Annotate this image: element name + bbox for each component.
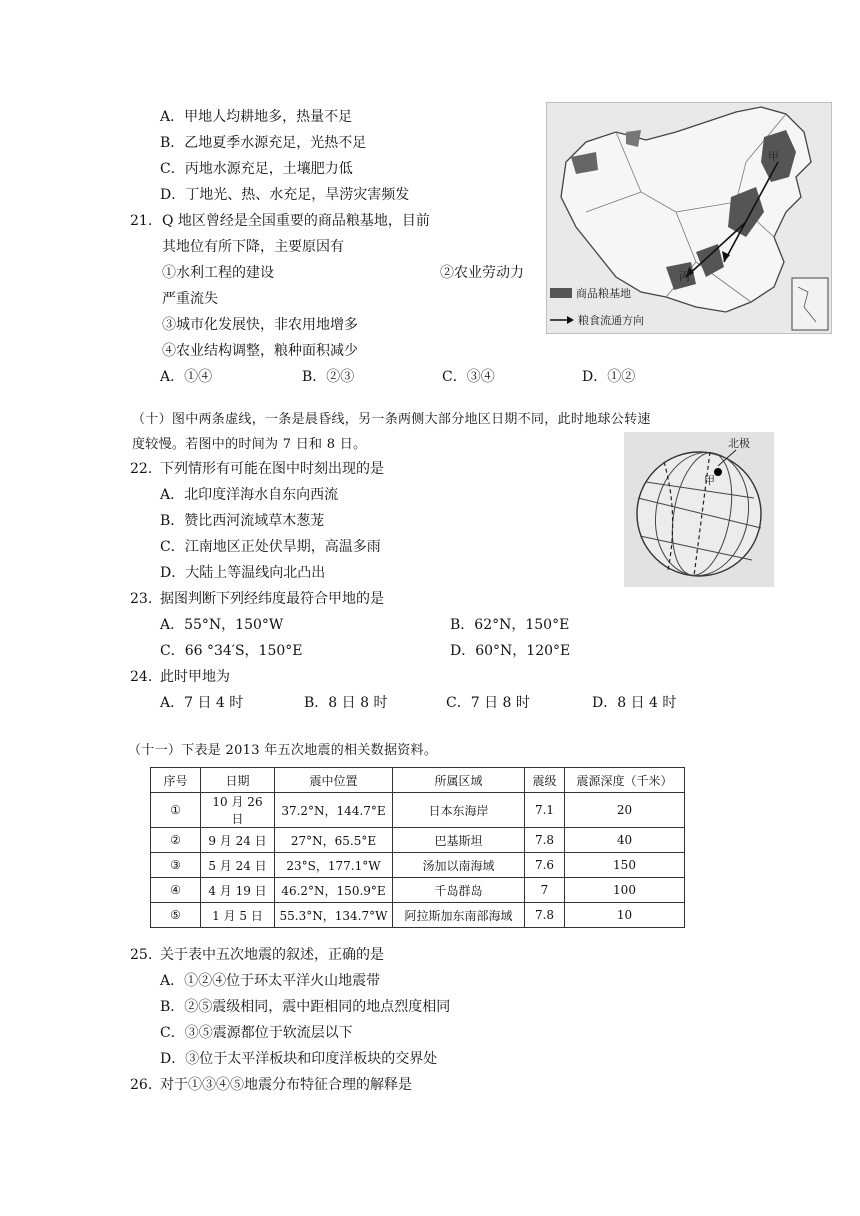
col-header-region: 所属区域 xyxy=(393,768,525,793)
q24-option-c: C．7 日 8 时 xyxy=(446,695,530,711)
cell-magnitude: 7.6 xyxy=(525,853,565,878)
q24-stem: 此时甲地为 xyxy=(160,669,230,685)
q23-option-a: A．55°N，150°W xyxy=(160,617,284,633)
q22-option-d: D．大陆上等温线向北凸出 xyxy=(160,565,326,581)
section10-intro-line1: （十）图中两条虚线，一条是晨昏线，另一条两侧大部分地区日期不同，此时地球公转速 xyxy=(132,412,651,427)
col-header-date: 日期 xyxy=(201,768,275,793)
q21-stem-line1: Q 地区曾经是全国重要的商品粮基地，目前 xyxy=(162,213,430,229)
cell-region: 千岛群岛 xyxy=(393,878,525,903)
table-row xyxy=(151,793,685,828)
cell-index: ① xyxy=(151,793,201,828)
q20-option-b: B．乙地夏季水源充足，光热不足 xyxy=(160,135,367,151)
south-sea-inset xyxy=(792,278,828,330)
q21-option-d: D．①② xyxy=(582,369,636,385)
q20-option-a: A．甲地人均耕地多，热量不足 xyxy=(160,109,353,125)
earthquake-table xyxy=(150,767,685,928)
cell-depth: 10 xyxy=(565,903,685,928)
q22-number: 22. xyxy=(130,461,153,477)
q26-number: 26. xyxy=(130,1077,153,1093)
legend-base-label: 商品粮基地 xyxy=(576,287,631,300)
cell-magnitude: 7.8 xyxy=(525,903,565,928)
map-label-west: 丙 xyxy=(679,270,690,283)
q23-option-c: C．66 °34′S，150°E xyxy=(160,643,303,659)
q24-option-b: B．8 日 8 时 xyxy=(304,695,388,711)
col-header-depth: 震源深度（千米） xyxy=(565,768,685,793)
cell-region: 阿拉斯加东南部海域 xyxy=(393,903,525,928)
col-header-index: 序号 xyxy=(151,768,201,793)
north-pole-label: 北极 xyxy=(728,437,750,450)
point-jia-marker xyxy=(714,468,722,476)
q21-option-c: C．③④ xyxy=(442,369,495,385)
cell-region: 汤加以南海域 xyxy=(393,853,525,878)
q21-stem-line2: 其地位有所下降，主要原因有 xyxy=(162,239,344,255)
cell-depth: 150 xyxy=(565,853,685,878)
q21-item-2a: ②农业劳动力 xyxy=(440,265,524,281)
q21-item-2b: 严重流失 xyxy=(162,291,218,307)
cell-epicenter: 37.2°N，144.7°E xyxy=(275,793,393,828)
col-header-epicenter: 震中位置 xyxy=(275,768,393,793)
table-header-row xyxy=(151,768,685,793)
cell-epicenter: 55.3°N，134.7°W xyxy=(275,903,393,928)
cell-epicenter: 46.2°N，150.9°E xyxy=(275,878,393,903)
cell-index: ⑤ xyxy=(151,903,201,928)
section11-intro: （十一）下表是 2013 年五次地震的相关数据资料。 xyxy=(128,743,438,758)
legend-flow-label: 粮食流通方向 xyxy=(578,314,644,327)
col-header-magnitude: 震级 xyxy=(525,768,565,793)
cell-region: 巴基斯坦 xyxy=(393,828,525,853)
q24-option-d: D．8 日 4 时 xyxy=(592,695,677,711)
q22-option-a: A．北印度洋海水自东向西流 xyxy=(160,487,339,503)
map-label-jia: 甲 xyxy=(768,150,779,163)
q20-option-c: C．丙地水源充足，土壤肥力低 xyxy=(160,161,353,177)
table-row xyxy=(151,878,685,903)
q21-item-3: ③城市化发展快，非农用地增多 xyxy=(162,317,358,333)
q25-option-b: B．②⑤震级相同，震中距相同的地点烈度相同 xyxy=(160,999,451,1015)
q22-option-b: B．赞比西河流域草木葱茏 xyxy=(160,513,325,529)
table-row xyxy=(151,828,685,853)
q25-number: 25. xyxy=(130,947,153,963)
q20-option-d: D．丁地光、热、水充足，旱涝灾害频发 xyxy=(160,187,410,203)
cell-date: 9 月 24 日 xyxy=(201,828,275,853)
grain-base-map xyxy=(546,102,832,334)
q23-number: 23. xyxy=(130,591,153,607)
cell-date: 1 月 5 日 xyxy=(201,903,275,928)
cell-index: ④ xyxy=(151,878,201,903)
q24-option-a: A．7 日 4 时 xyxy=(160,695,244,711)
q23-option-b: B．62°N，150°E xyxy=(450,617,570,633)
cell-depth: 100 xyxy=(565,878,685,903)
globe-figure xyxy=(624,432,774,587)
cell-magnitude: 7.1 xyxy=(525,793,565,828)
q25-option-d: D．③位于太平洋板块和印度洋板块的交界处 xyxy=(160,1051,438,1067)
cell-date: 10 月 26 日 xyxy=(201,793,275,828)
q21-item-4: ④农业结构调整，粮种面积减少 xyxy=(162,343,358,359)
q22-stem: 下列情形有可能在图中时刻出现的是 xyxy=(160,461,384,477)
cell-region: 日本东海岸 xyxy=(393,793,525,828)
cell-epicenter: 23°S，177.1°W xyxy=(275,853,393,878)
q21-option-a: A．①④ xyxy=(160,369,213,385)
cell-index: ② xyxy=(151,828,201,853)
legend-base-swatch xyxy=(550,288,572,298)
q25-option-c: C．③⑤震源都位于软流层以下 xyxy=(160,1025,353,1041)
section10-intro-line2: 度较慢。若图中的时间为 7 日和 8 日。 xyxy=(132,437,367,452)
table-row xyxy=(151,853,685,878)
cell-epicenter: 27°N，65.5°E xyxy=(275,828,393,853)
q24-number: 24. xyxy=(130,669,153,685)
q21-item-1: ①水利工程的建设 xyxy=(162,265,274,281)
q25-option-a: A．①②④位于环太平洋火山地震带 xyxy=(160,973,381,989)
table-row xyxy=(151,903,685,928)
cell-date: 5 月 24 日 xyxy=(201,853,275,878)
q21-option-b: B．②③ xyxy=(302,369,355,385)
cell-magnitude: 7 xyxy=(525,878,565,903)
point-jia-label: 甲 xyxy=(704,474,715,487)
q23-option-d: D．60°N，120°E xyxy=(450,643,571,659)
q23-stem: 据图判断下列经纬度最符合甲地的是 xyxy=(160,591,384,607)
cell-depth: 20 xyxy=(565,793,685,828)
q21-number: 21. xyxy=(130,213,153,229)
cell-index: ③ xyxy=(151,853,201,878)
q25-stem: 关于表中五次地震的叙述，正确的是 xyxy=(160,947,384,963)
q26-stem: 对于①③④⑤地震分布特征合理的解释是 xyxy=(160,1077,412,1093)
cell-date: 4 月 19 日 xyxy=(201,878,275,903)
q22-option-c: C．江南地区正处伏旱期，高温多雨 xyxy=(160,539,381,555)
cell-depth: 40 xyxy=(565,828,685,853)
cell-magnitude: 7.8 xyxy=(525,828,565,853)
